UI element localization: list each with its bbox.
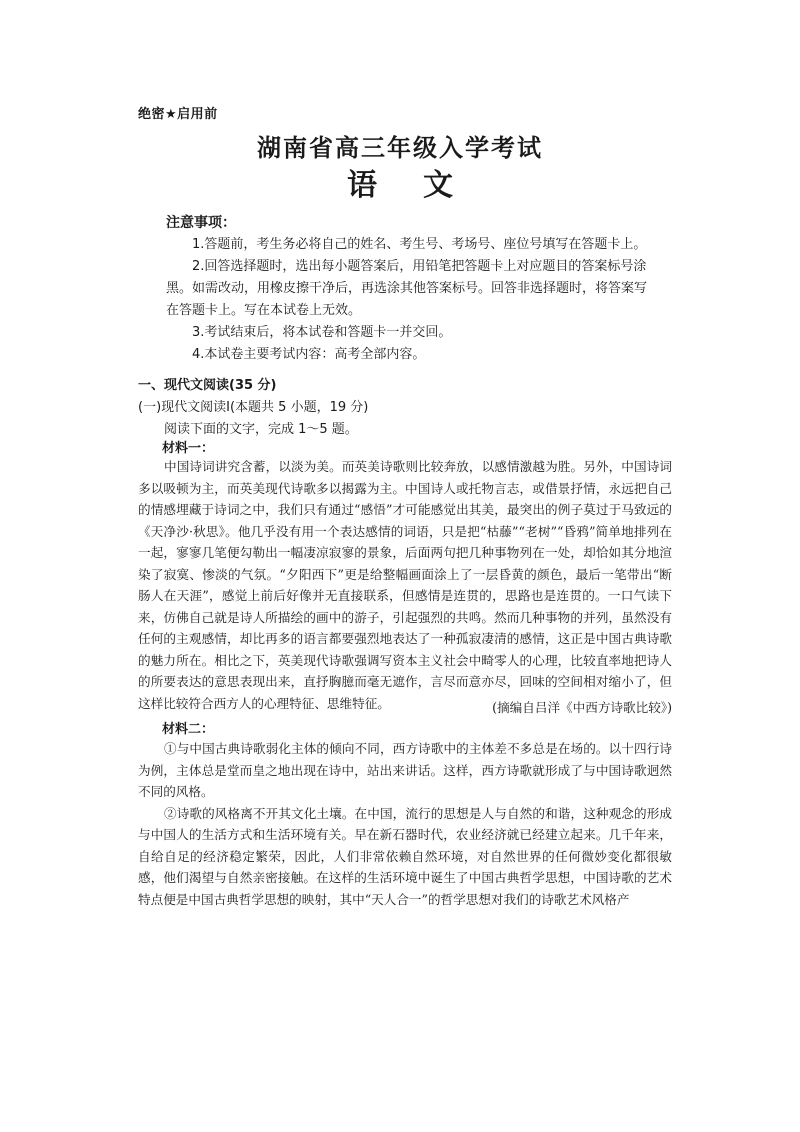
confidential-mark: 绝密★启用前 xyxy=(138,107,218,122)
notice-heading: 注意事项： xyxy=(166,215,236,231)
notice-item: 2.回答选择题时，选出每小题答案后，用铅笔把答题卡上对应题目的答案标号涂黑。如需改动，用橡皮擦干净后，再选涂其他答案标号。回答非选择题时，将答案写在答题卡上。写在本试卷上无效。 xyxy=(166,259,648,318)
material-1-text xyxy=(138,456,672,714)
instruction: 阅读下面的文字，完成 1～5 题。 xyxy=(164,422,358,437)
notice-item: 1.答题前，考生务必将自己的姓名、考生号、考场号、座位号填写在答题卡上。 xyxy=(192,237,647,252)
material-2-label: 材料二： xyxy=(162,722,215,737)
material-2-text xyxy=(138,738,672,910)
exam-title: 湖南省高三年级入学考试 xyxy=(257,133,543,162)
notice-item: 3.考试结束后，将本试卷和答题卡一并交回。 xyxy=(192,325,452,340)
subsection-title: (一)现代文阅读Ⅰ(本题共 5 小题，19 分) xyxy=(138,400,369,415)
notice-list xyxy=(166,234,652,366)
notice-item: 4.本试卷主要考试内容：高考全部内容。 xyxy=(192,347,426,362)
material-1-paragraph: 中国诗词讲究含蓄，以淡为美。而英美诗歌则比较奔放，以感情激越为胜。另外，中国诗词多以吸顿为主，而英美现代诗歌多以揭露为主。中国诗人或托物言志，或借景抒情，永远把自己的情感埋藏于诗词之中，我们只有通过“感悟”才可能感觉出其美，最突出的例子莫过于马致远的《天净沙·秋思》。他几乎没有用一个表达感情的词语，只是把“枯藤”“老树”“昏鸦”简单地排列在一起，寥寥几笔便勾勒出一幅凄凉寂寥的景象，后面两句把几种事物列在一处，却恰如其分地渲染了寂寞、惨淡的气氛。“夕阳西下”更是给整幅画面涂上了一层昏黄的颜色，最后一笔带出“断肠人在天涯”，感觉上前后好像并无直接联系，但感情是连贯的，思路也是连贯的。一口气读下来，仿佛自己就是诗人所描绘的画中的游子，引起强烈的共鸣。然而几种事物的并列，虽然没有任何的主观感情，却比再多的语言都要强烈地表达了一种孤寂凄清的感情，这正是中国古典诗歌的魅力所在。相比之下，英美现代诗歌强调写资本主义社会中畸零人的心理，比较直率地把诗人的所要表达的意思表现出来，直抒胸臆而毫无遮作，言尽而意亦尽，回味的空间相对缩小了，但这样比较符合西方人的心理特征、思维特征。 xyxy=(138,459,672,711)
material-1-label: 材料一： xyxy=(162,441,215,456)
subject-title: 语文 xyxy=(347,168,499,203)
material-2-paragraph: ①与中国古典诗歌弱化主体的倾向不同，西方诗歌中的主体差不多总是在场的。以十四行诗为例，主体总是堂而皇之地出现在诗中，站出来讲话。这样，西方诗歌就形成了与中国诗歌迥然不同的风格。 xyxy=(138,741,672,799)
material-1-source: (摘编自吕洋《中西方诗歌比较》) xyxy=(492,700,672,715)
material-2-paragraph: ②诗歌的风格离不开其文化土壤。在中国，流行的思想是人与自然的和谐，这种观念的形成与中国人的生活方式和生活环境有关。早在新石器时代，农业经济就已经建立起来。几千年来，自给自足的经济稳定繁荣，因此，人们非常依赖自然环境，对自然世界的任何微妙变化都很敏感，他们渴望与自然亲密接触。在这样的生活环境中诞生了中国古典哲学思想，中国诗歌的艺术特点便是中国古典哲学思想的映射，其中“天人合一”的哲学思想对我们的诗歌艺术风格产 xyxy=(138,805,672,907)
section-title: 一、现代文阅读(35 分) xyxy=(138,378,277,393)
